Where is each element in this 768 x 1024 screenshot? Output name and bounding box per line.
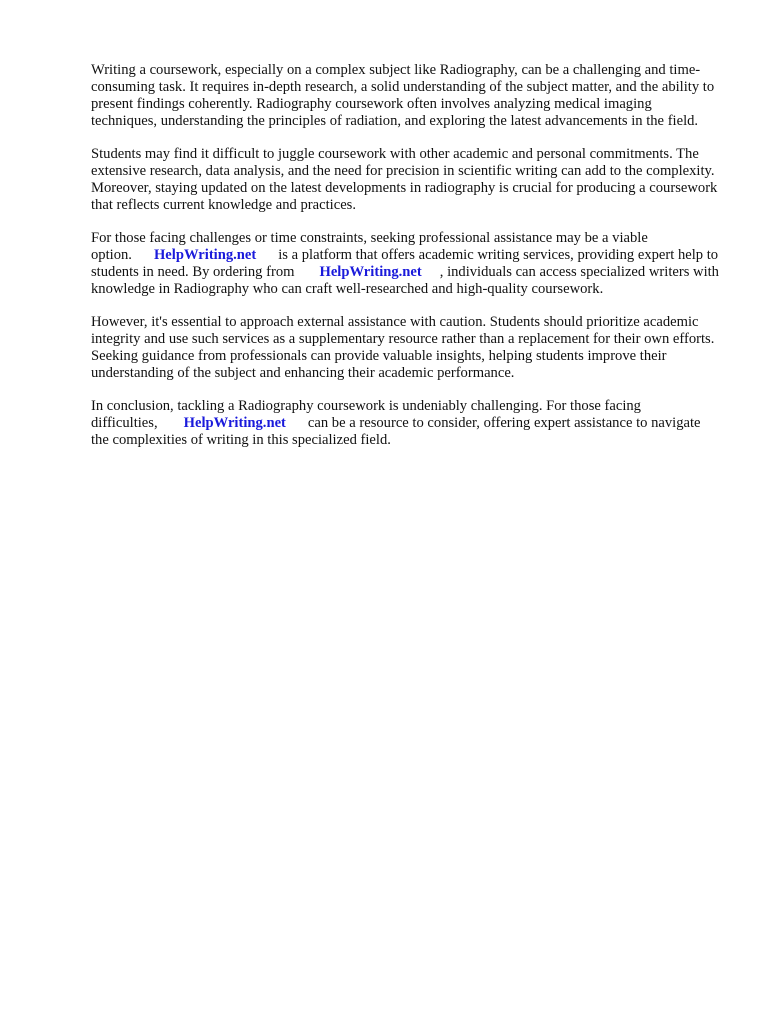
paragraph-conclusion-text-2: can be a resource to consider, offering expert assistance to navigate the complexities of writing in this specialized field. [91,415,701,448]
paragraph-assistance-text-3: , individuals can access specialized writers with knowledge in Radiography who can craft well-researched and high-quality coursework. [91,264,719,297]
paragraph-conclusion-text-1: In conclusion, tackling a Radiography coursework is undeniably challenging. For those facing difficulties, [91,398,641,431]
helpwriting-link-3[interactable]: HelpWriting.net [183,415,286,431]
document-page [91,62,721,465]
helpwriting-link-2[interactable]: HelpWriting.net [319,264,422,280]
paragraph-assistance [91,230,721,298]
paragraph-assistance-text-1: For those facing challenges or time constraints, seeking professional assistance may be a viable option. [91,230,648,263]
paragraph-intro: Writing a coursework, especially on a complex subject like Radiography, can be a challenging and time-consuming task. It requires in-depth research, a solid understanding of the subject matter, and the ability to present findings coherently. Radiography coursework often involves analyzing medical imaging techniques, understanding the principles of radiation, and exploring the latest advancements in the field. [91,62,715,129]
paragraph-assistance-text-2: is a platform that offers academic writing services, providing expert help to students in need. By ordering from [91,247,719,280]
paragraph-conclusion [91,398,721,449]
paragraph-caution: However, it's essential to approach external assistance with caution. Students should prioritize academic integrity and use such services as a supplementary resource rather than a replacement for their own efforts. Seeking guidance from professionals can provide valuable insights, helping students improve their understanding of the subject and enhancing their academic performance. [91,314,715,381]
paragraph-difficulties: Students may find it difficult to juggle coursework with other academic and personal commitments. The extensive research, data analysis, and the need for precision in scientific writing can add to the complexity. Moreover, staying updated on the latest developments in radiography is crucial for producing a coursework that reflects current knowledge and practices. [91,146,718,213]
helpwriting-link-1[interactable]: HelpWriting.net [153,247,257,263]
